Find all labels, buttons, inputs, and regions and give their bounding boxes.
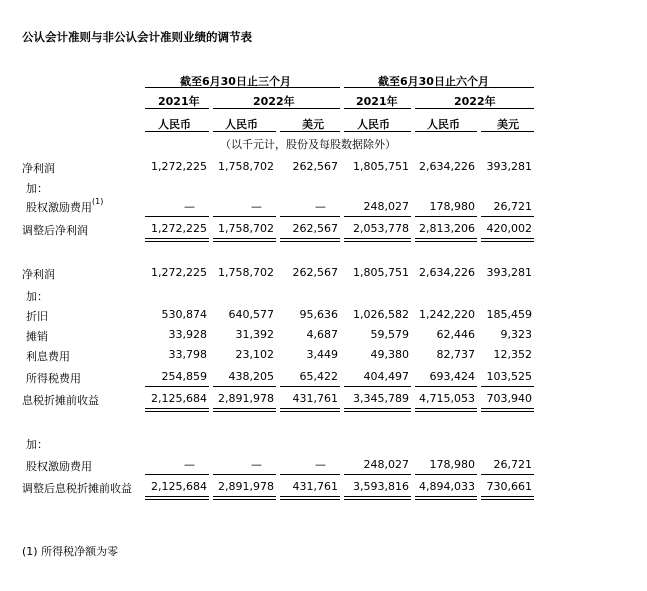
total-underline [213, 408, 276, 412]
total-underline [344, 408, 411, 412]
total-underline [344, 496, 411, 500]
total-underline [280, 238, 340, 242]
table-cell: — [251, 458, 262, 471]
table-cell: 82,737 [436, 348, 475, 361]
header-group-three-months: 截至6月30日止三个月 [180, 75, 291, 88]
subtotal-underline [145, 474, 209, 475]
row-label: 摊销 [26, 330, 48, 343]
subtotal-underline [213, 216, 276, 217]
header-currency-1: 人民币 [158, 118, 191, 131]
table-cell: — [315, 458, 326, 471]
table-cell: 4,894,033 [419, 480, 475, 493]
subtotal-underline [415, 474, 477, 475]
table-cell: 254,859 [161, 370, 207, 383]
table-cell: — [251, 200, 262, 213]
table-cell: — [184, 200, 195, 213]
subtotal-underline [344, 216, 411, 217]
header-currency-4: 人民币 [357, 118, 390, 131]
subtotal-underline [145, 386, 209, 387]
table-cell: 1,272,225 [151, 222, 207, 235]
subtotal-underline [344, 386, 411, 387]
subtotal-underline [344, 474, 411, 475]
currency1-underline [145, 131, 209, 132]
table-cell: 31,392 [235, 328, 274, 341]
table-cell: — [184, 458, 195, 471]
table-cell: 1,272,225 [151, 266, 207, 279]
total-underline [145, 496, 209, 500]
row-label [26, 199, 103, 215]
table-cell: — [315, 200, 326, 213]
header-currency-6: 美元 [497, 118, 519, 131]
footnote: (1) 所得税净额为零 [22, 545, 119, 558]
year1-underline [145, 108, 209, 109]
table-cell: 4,687 [306, 328, 338, 341]
year4-underline [415, 108, 534, 109]
header-year-4: 2022年 [454, 95, 496, 108]
header-group-six-months: 截至6月30日止六个月 [378, 75, 489, 88]
total-underline [415, 408, 477, 412]
share-comp-label: 股权激励费用 [26, 201, 92, 214]
table-cell: 530,874 [161, 308, 207, 321]
table-cell: 2,891,978 [218, 480, 274, 493]
table-cell: 248,027 [363, 200, 409, 213]
table-cell: 1,758,702 [218, 160, 274, 173]
table-cell: 404,497 [363, 370, 409, 383]
row-label: 调整后息税折摊前收益 [22, 482, 132, 495]
table-cell: 3,449 [306, 348, 338, 361]
footnote-ref: (1) [92, 197, 104, 206]
table-cell: 185,459 [486, 308, 532, 321]
table-cell: 23,102 [235, 348, 274, 361]
row-label: 加： [26, 290, 48, 303]
row-label: 净利润 [22, 162, 55, 175]
row-label: 折旧 [26, 310, 48, 323]
subtotal-underline [213, 474, 276, 475]
table-cell: 3,345,789 [353, 392, 409, 405]
currency6-underline [481, 131, 534, 132]
total-underline [344, 238, 411, 242]
row-label: 净利润 [22, 268, 55, 281]
subtotal-underline [415, 386, 477, 387]
row-label: 加： [26, 438, 48, 451]
table-cell: 248,027 [363, 458, 409, 471]
table-cell: 26,721 [493, 458, 532, 471]
table-cell: 693,424 [429, 370, 475, 383]
table-cell: 393,281 [486, 266, 532, 279]
table-cell: 2,813,206 [419, 222, 475, 235]
table-cell: 2,634,226 [419, 160, 475, 173]
total-underline [145, 238, 209, 242]
table-cell: 59,579 [370, 328, 409, 341]
header-currency-2: 人民币 [225, 118, 258, 131]
table-cell: 262,567 [292, 160, 338, 173]
row-label: 加： [26, 182, 48, 195]
row-label: 所得税费用 [26, 372, 81, 385]
row-label: 利息费用 [26, 350, 70, 363]
table-cell: 95,636 [299, 308, 338, 321]
total-underline [481, 238, 534, 242]
table-cell: 2,634,226 [419, 266, 475, 279]
table-cell: 9,323 [500, 328, 532, 341]
table-cell: 1,242,220 [419, 308, 475, 321]
unit-note: （以千元计，股份及每股数据除外） [220, 138, 396, 151]
header-group2-underline [344, 87, 534, 88]
table-cell: 2,891,978 [218, 392, 274, 405]
header-currency-5: 人民币 [427, 118, 460, 131]
subtotal-underline [280, 216, 340, 217]
table-cell: 3,593,816 [353, 480, 409, 493]
total-underline [415, 496, 477, 500]
total-underline [481, 408, 534, 412]
table-cell: 12,352 [493, 348, 532, 361]
header-year-1: 2021年 [158, 95, 200, 108]
table-cell: 1,805,751 [353, 160, 409, 173]
total-underline [280, 496, 340, 500]
header-currency-3: 美元 [302, 118, 324, 131]
table-cell: 1,758,702 [218, 222, 274, 235]
header-year-3: 2021年 [356, 95, 398, 108]
table-cell: 730,661 [486, 480, 532, 493]
table-cell: 2,125,684 [151, 392, 207, 405]
table-cell: 65,422 [299, 370, 338, 383]
row-label: 息税折摊前收益 [22, 394, 99, 407]
table-cell: 178,980 [429, 200, 475, 213]
table-cell: 2,125,684 [151, 480, 207, 493]
table-cell: 33,798 [168, 348, 207, 361]
subtotal-underline [481, 474, 534, 475]
table-cell: 103,525 [486, 370, 532, 383]
subtotal-underline [280, 386, 340, 387]
subtotal-underline [481, 216, 534, 217]
table-cell: 420,002 [486, 222, 532, 235]
table-cell: 2,053,778 [353, 222, 409, 235]
currency5-underline [415, 131, 477, 132]
currency4-underline [344, 131, 411, 132]
table-cell: 178,980 [429, 458, 475, 471]
table-cell: 393,281 [486, 160, 532, 173]
subtotal-underline [415, 216, 477, 217]
table-cell: 438,205 [228, 370, 274, 383]
table-cell: 640,577 [228, 308, 274, 321]
table-cell: 262,567 [292, 222, 338, 235]
subtotal-underline [481, 386, 534, 387]
total-underline [481, 496, 534, 500]
header-group1-underline [145, 87, 340, 88]
table-cell: 262,567 [292, 266, 338, 279]
table-cell: 62,446 [436, 328, 475, 341]
table-cell: 1,805,751 [353, 266, 409, 279]
row-label: 调整后净利润 [22, 224, 88, 237]
subtotal-underline [145, 216, 209, 217]
table-cell: 33,928 [168, 328, 207, 341]
total-underline [280, 408, 340, 412]
header-year-2: 2022年 [253, 95, 295, 108]
table-cell: 1,272,225 [151, 160, 207, 173]
currency3-underline [280, 131, 340, 132]
table-cell: 1,758,702 [218, 266, 274, 279]
subtotal-underline [280, 474, 340, 475]
table-cell: 431,761 [292, 480, 338, 493]
table-cell: 49,380 [370, 348, 409, 361]
table-cell: 431,761 [292, 392, 338, 405]
total-underline [213, 496, 276, 500]
table-cell: 4,715,053 [419, 392, 475, 405]
currency2-underline [213, 131, 276, 132]
total-underline [145, 408, 209, 412]
table-cell: 1,026,582 [353, 308, 409, 321]
subtotal-underline [213, 386, 276, 387]
year3-underline [344, 108, 411, 109]
total-underline [415, 238, 477, 242]
year2-underline [213, 108, 340, 109]
total-underline [213, 238, 276, 242]
table-cell: 703,940 [486, 392, 532, 405]
row-label: 股权激励费用 [26, 460, 92, 473]
page-title: 公认会计准则与非公认会计准则业绩的调节表 [22, 30, 252, 44]
table-cell: 26,721 [493, 200, 532, 213]
